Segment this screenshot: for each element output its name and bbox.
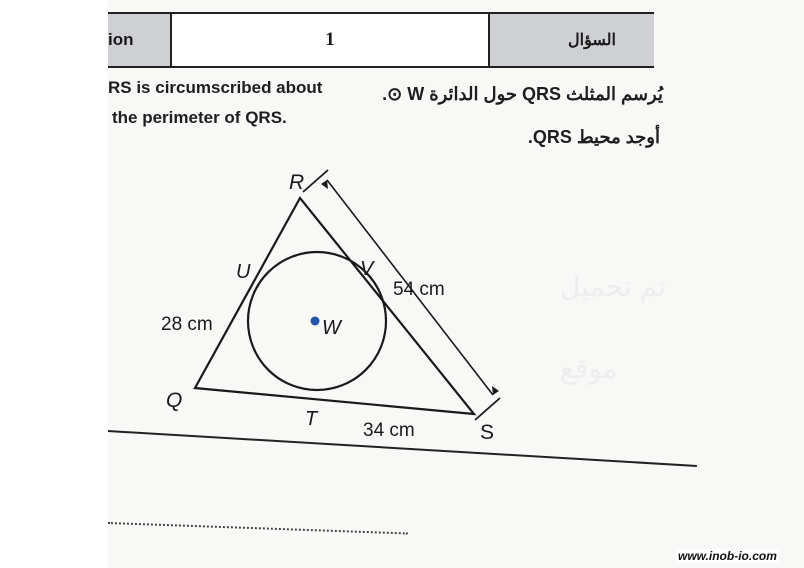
tangent-label-v: V	[360, 258, 374, 280]
question-text-en-line1: RS is circumscribed about	[108, 78, 323, 97]
question-text-ar-line2: أوجد محيط QRS.	[527, 127, 660, 147]
faint-watermark-2: موقع	[560, 353, 618, 384]
extension-tick-s	[475, 398, 500, 420]
center-label-w: W	[322, 317, 341, 339]
header-left-cell: ion	[108, 14, 172, 66]
faint-watermark-1: تم تحميل	[560, 271, 666, 302]
center-point-w	[311, 317, 320, 326]
measure-qu: 28 cm	[161, 314, 213, 335]
arrowhead-top	[321, 180, 328, 189]
extension-tick-r	[303, 170, 328, 192]
measure-ts: 34 cm	[363, 420, 415, 441]
vertex-label-r: R	[289, 171, 305, 194]
question-text-ar-line1: يُرسم المثلث QRS حول الدائرة W ⊙.	[382, 84, 663, 104]
triangle-qrs	[195, 198, 474, 414]
measure-rs: 54 cm	[393, 279, 445, 300]
question-text-en-line2: the perimeter of QRS.	[112, 108, 287, 127]
question-label-arabic: السؤال	[568, 32, 616, 49]
tangent-label-t: T	[305, 408, 318, 430]
vertex-label-q: Q	[166, 389, 183, 412]
question-number: 1	[172, 14, 490, 66]
site-watermark: www.inob-io.com	[678, 549, 777, 563]
arrowhead-bottom	[492, 386, 499, 395]
vertex-label-s: S	[480, 421, 495, 444]
tangent-label-u: U	[236, 261, 251, 283]
